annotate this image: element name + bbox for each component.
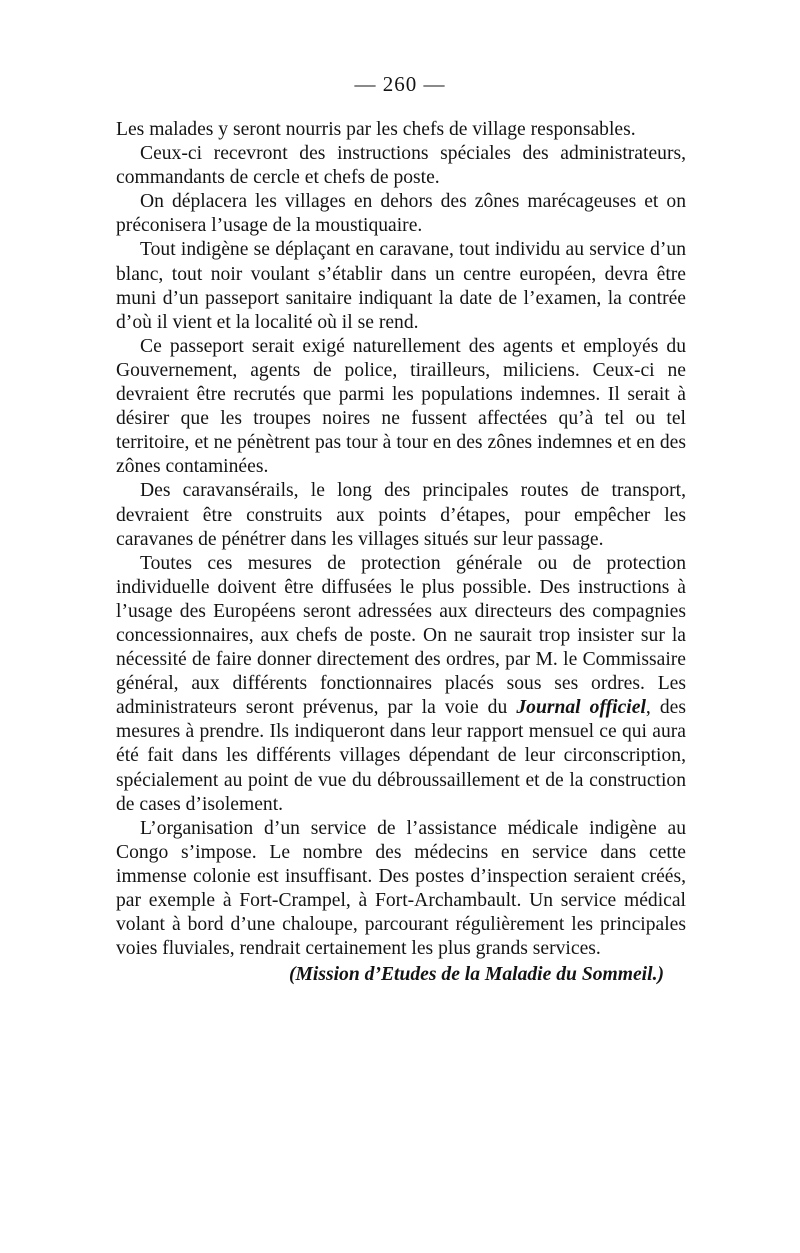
journal-officiel-emphasis: Journal officiel xyxy=(516,697,646,719)
paragraph-passeport-agents: Ce passeport serait exigé naturellement des agents et employés du Gouvernement, agents de police, tirailleurs, miliciens. Ceux-ci ne devraient être recrutés que parmi les populations indemnes. Il serait à désirer que les troupes noires ne fussent affectées qu’à tel ou tel territoire, et ne pénètrent pas tour à tour en des zônes indemnes et en des zônes contaminées. xyxy=(116,335,686,478)
paragraph-caravanserails: Des caravansérails, le long des principales routes de transport, devraient être construits aux points d’étapes, pour empêcher les caravanes de pénétrer dans les villages situés sur leur passage. xyxy=(116,480,686,550)
page-number: — 260 — xyxy=(354,72,446,96)
paragraph-organisation: L’organisation d’un service de l’assistance médicale indigène au Congo s’impose. Le nombre des médecins en service dans cette immense colonie est insuffisant. Des postes d’inspection seraient créés, par exemple à Fort-Crampel, à Fort-Archambault. Un service médical volant à bord d’une chaloupe, parcourant régulièrement les principales voies fluviales, rendrait certainement les plus grands services. xyxy=(116,817,686,960)
mesures-text-after: , des mesures à prendre. Ils indiqueront dans leur rapport mensuel ce qui aura été fait dans les différents villages dépendant de leur circonscription, spécialement au point de vue du débroussaillement et de la construction de cases d’isolement. xyxy=(116,697,687,815)
mesures-text-before: Toutes ces mesures de protection générale ou de protection individuelle doivent être diffusées le plus possible. Des instructions à l’usage des Européens seront adressées aux directeurs des compagnies concessionnaires, aux chefs de poste. On ne saurait trop insister sur la nécessité de faire donner directement des ordres, par M. le Commissaire général, aux différents fonctionnaires placés sous ses ordres. Les administrateurs seront prévenus, par la voie du xyxy=(116,552,686,719)
signature: (Mission d’Etudes de la Maladie du Sommeil.) xyxy=(288,964,664,986)
paragraph-mesures xyxy=(116,552,686,817)
body-text xyxy=(116,118,686,987)
paragraph-instructions: Ceux-ci recevront des instructions spéciales des administrateurs, commandants de cercle et chefs de poste. xyxy=(116,143,686,189)
paragraph-malades: Les malades y seront nourris par les chefs de village responsables. xyxy=(116,119,636,140)
paragraph-villages: On déplacera les villages en dehors des zônes marécageuses et on préconisera l’usage de la moustiquaire. xyxy=(116,191,686,237)
paragraph-passeport-sanitaire: Tout indigène se déplaçant en caravane, tout individu au service d’un blanc, tout noir voulant s’établir dans un centre européen, devra être muni d’un passeport sanitaire indiquant la date de l’examen, la contrée d’où il vient et la localité où il se rend. xyxy=(116,239,686,333)
